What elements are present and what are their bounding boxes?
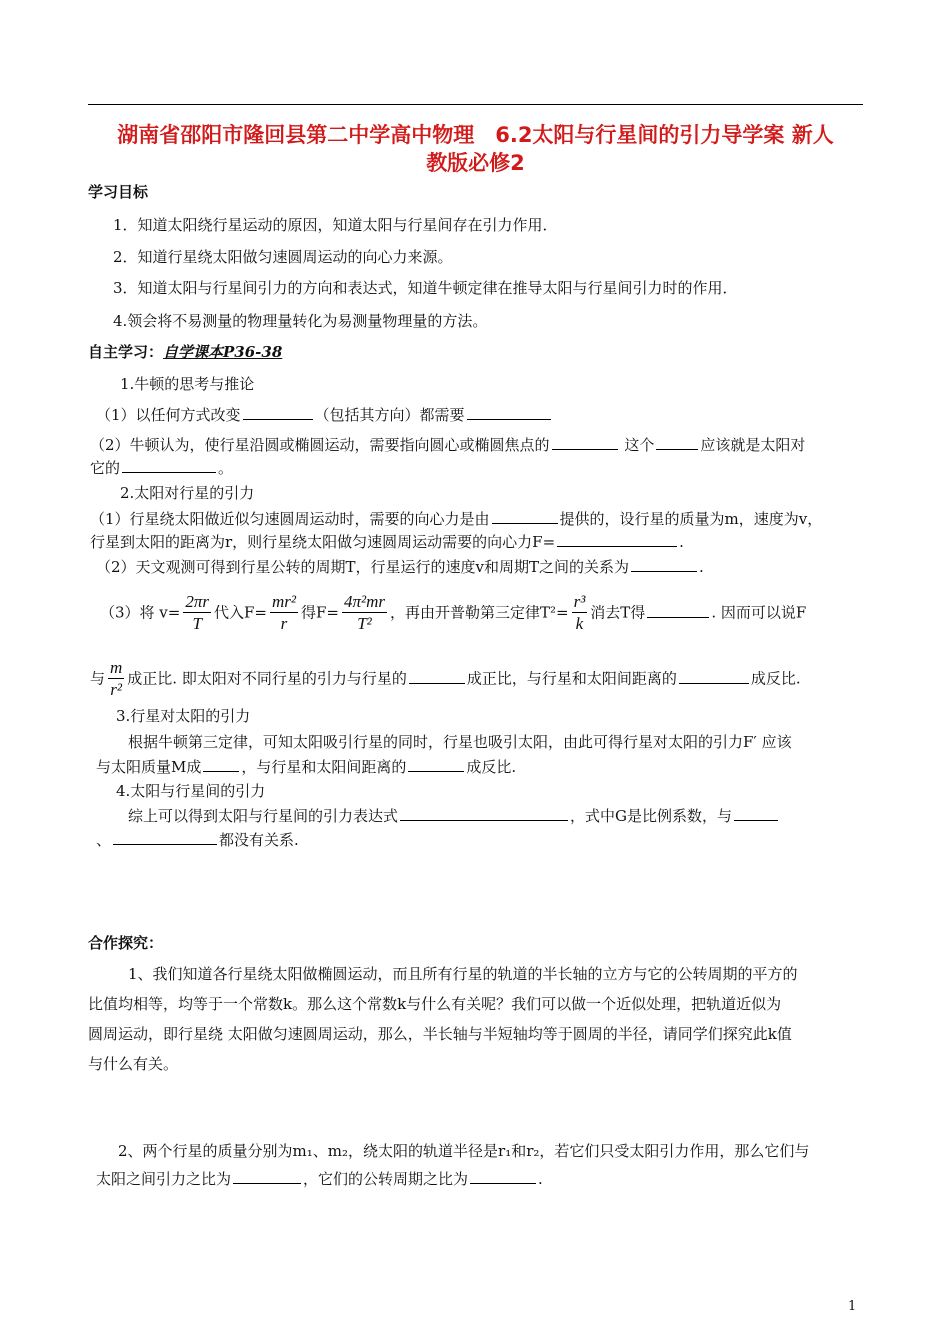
header-rule [88,104,863,105]
goals-heading: 学习目标 [88,183,149,201]
formula-fraction: $\frac{m}{\text{r²}}$ [110,658,123,699]
question-line: 、 都没有关系. [96,831,299,849]
coop-question-line: 圆周运动，即行星绕 太阳做匀速圆周运动，那么，半长轴与半短轴均等于圆周的半径，请同学们探究此k值 [88,1025,792,1043]
answer-blank[interactable] [557,532,677,547]
answer-blank[interactable] [656,435,698,450]
answer-blank[interactable] [734,806,778,821]
goal-item: 1．知道太阳绕行星运动的原因，知道太阳与行星间存在引力作用． [113,216,558,234]
question-line: （1）以任何方式改变 （包括其方向）都需要 [96,404,553,426]
coop-question-line: 太阳之间引力之比为 ，它们的公转周期之比为 . [96,1170,543,1188]
answer-blank[interactable] [408,757,464,772]
answer-blank[interactable] [122,458,216,473]
coop-question-line: 比值均相等，均等于一个常数k。那么这个常数k与什么有关呢？我们可以做一个近似处理，把轨道近似为 [88,995,782,1013]
textbook-reference: 自学课本P36-38 [163,343,283,361]
formula-line: 与 $\frac{m}{\text{r²}}$ 成正比. 即太阳对不同行星的引力与行星的 成正比，与行星和太阳间距离的 成反比. [90,658,801,699]
question-line: 行星到太阳的距离为r，则行星绕太阳做匀速圆周运动需要的向心力F= . [90,533,684,551]
answer-blank[interactable] [113,830,217,845]
question-line: 根据牛顿第三定律，可知太阳吸引行星的同时，行星也吸引太阳，由此可得行星对太阳的引力F′ 应该 [128,733,792,751]
answer-blank[interactable] [233,1169,301,1184]
answer-blank[interactable] [467,405,551,420]
coop-question-line: 2、两个行星的质量分别为m₁、m₂，绕太阳的轨道半径是r₁和r₂，若它们只受太阳引力作用，那么它们与 [118,1142,810,1160]
section-heading: 1.牛顿的思考与推论 [120,375,255,393]
formula-line: （3）将 v= $\frac{2\pi r}{T}$ 代入F= $\frac{\text{mr²}}{r}$ 得F= $\frac{\text{4π²mr}}{\text{T²}}$ ，再由开普勒第三定律T²= $\frac{\text{r³}}{k}$ 消去T得 . 因而可以说F [100,592,807,633]
goal-item: 2．知道行星绕太阳做匀速圆周运动的向心力来源。 [113,248,453,266]
answer-blank[interactable] [552,435,618,450]
formula-fraction: $\frac{\text{mr²}}{r}$ [271,592,296,633]
section-heading: 3.行星对太阳的引力 [116,707,251,725]
formula-fraction: $\frac{\text{4π²mr}}{\text{T²}}$ [343,592,385,633]
answer-blank[interactable] [203,757,239,772]
goal-item: 3．知道太阳与行星间引力的方向和表达式，知道牛顿定律在推导太阳与行星间引力时的作用． [113,279,738,297]
coop-question-line: 1、我们知道各行星绕太阳做椭圆运动，而且所有行星的轨道的半长轴的立方与它的公转周期的平方的 [128,965,798,983]
answer-blank[interactable] [631,557,697,572]
answer-blank[interactable] [409,669,465,684]
goal-item: 4.领会将不易测量的物理量转化为易测量物理量的方法。 [113,312,488,330]
section-heading: 4.太阳与行星间的引力 [116,782,266,800]
section-heading: 2.太阳对行星的引力 [120,484,255,502]
answer-blank[interactable] [400,806,568,821]
question-line: （2）天文观测可得到行星公转的周期T，行星运行的速度v和周期T之间的关系为 . [96,558,704,576]
question-line: （2）牛顿认为，使行星沿圆或椭圆运动，需要指向圆心或椭圆焦点的 这个 应该就是太阳对 [90,436,806,454]
answer-blank[interactable] [470,1169,536,1184]
question-line: 综上可以得到太阳与行星间的引力表达式 ，式中G是比例系数，与 [128,805,780,827]
page-number: 1 [848,1299,857,1314]
answer-blank[interactable] [647,603,709,618]
page-title: 湖南省邵阳市隆回县第二中学高中物理 6.2太阳与行星间的引力导学案 新人 教版必修2 [117,123,834,175]
formula-fraction: $\frac{\text{r³}}{k}$ [573,592,586,633]
answer-blank[interactable] [492,509,558,524]
coop-heading: 合作探究： [88,934,164,952]
question-line: （1）行星绕太阳做近似匀速圆周运动时，需要的向心力是由 提供的，设行星的质量为m，速度为v， [90,510,823,528]
self-study-heading: 自主学习：自学课本P36-38 [88,343,283,361]
question-line: 与太阳质量M成 ，与行星和太阳间距离的 成反比. [96,758,517,776]
answer-blank[interactable] [243,405,313,420]
coop-question-line: 与什么有关。 [88,1055,179,1073]
question-line: 它的 。 [90,459,234,477]
answer-blank[interactable] [679,669,749,684]
formula-fraction: $\frac{2\pi r}{T}$ [185,592,209,633]
